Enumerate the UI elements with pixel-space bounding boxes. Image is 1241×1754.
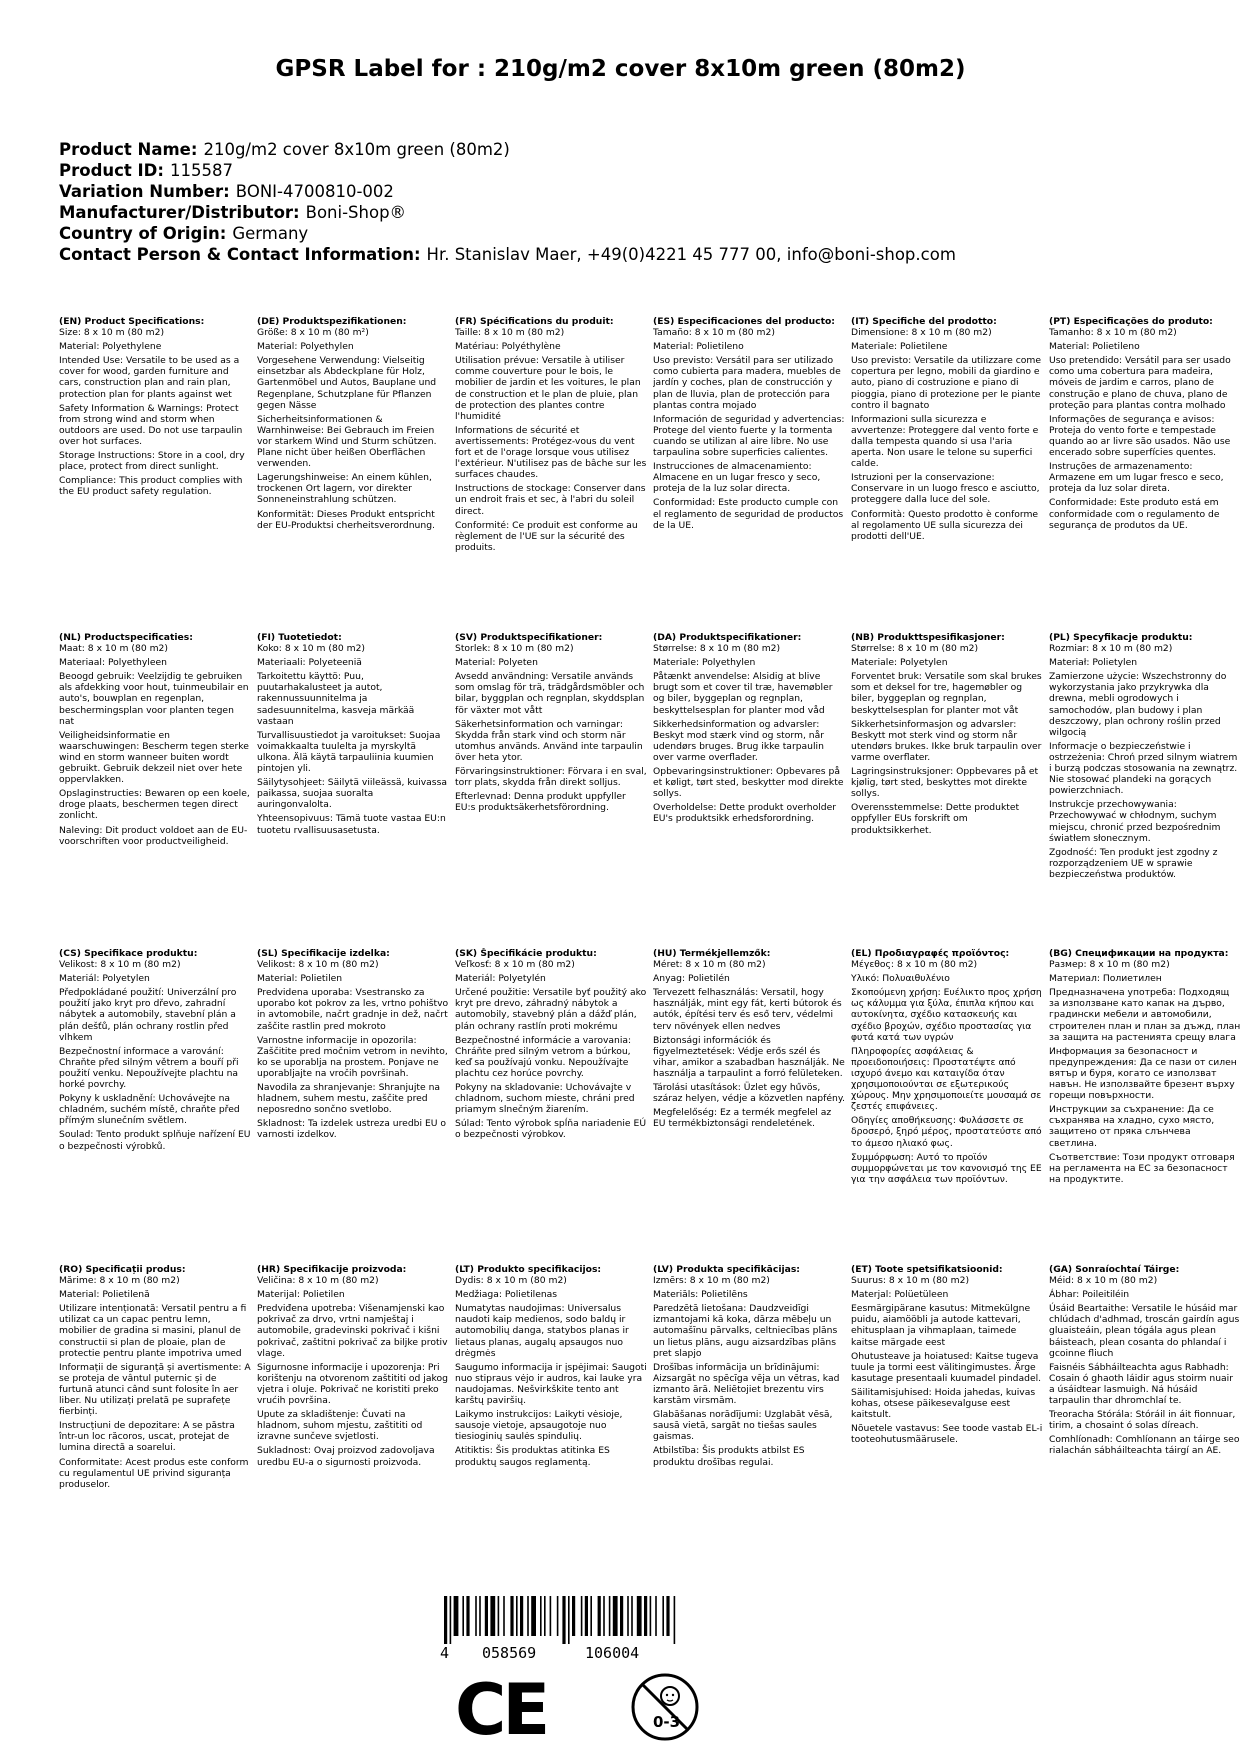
spec-size: Dimensione: 8 x 10 m (80 m2) xyxy=(851,327,992,339)
spec-paragraph: Utilisation prévue: Versatile à utiliser comme couverture pour le bois, le mobilier de jardin et les voitures, le plan de construction et le plan de pluie, plan de protection des plantes contre l'humidité xyxy=(455,355,641,422)
spec-paragraph: Material: Polietilenă xyxy=(59,1289,150,1301)
spec-size: Größe: 8 x 10 m (80 m²) xyxy=(257,327,369,339)
spec-paragraph: Instrucciones de almacenamiento: Almacene en un lugar fresco y seco, proteja de la luz solar directa. xyxy=(653,461,821,495)
info-value: Hr. Stanislav Maer, +49(0)4221 45 777 00, info@boni-shop.com xyxy=(426,245,956,264)
country-row xyxy=(59,223,956,244)
barcode-bar xyxy=(568,1596,570,1644)
barcode-bar xyxy=(498,1596,500,1636)
spec-paragraph: Varnostne informacije in opozorila: Zaščitite pred močnim vetrom in nevihto, ko se uporablja na prostem. Ponjave ne uporabljajte na vročih površinah. xyxy=(257,1034,448,1079)
spec-first-line xyxy=(653,1264,845,1286)
barcode-bar xyxy=(644,1596,647,1636)
spec-paragraph: Informações de segurança e avisos: Proteja do vento forte e tempestade quando ao ar livre são usados. Não use encerado sobre superfícies quentes. xyxy=(1049,413,1231,459)
spec-heading: (BG) Спецификации на продукта: xyxy=(1049,948,1229,959)
info-key: Variation Number: xyxy=(59,182,230,201)
spec-paragraph: Medžiaga: Polietilenas xyxy=(455,1289,558,1301)
spec-paragraph: Informazioni sulla sicurezza e avvertenze: Proteggere dal vento forte e dalla tempesta quando si usa l'aria aperta. Non usare le telone su superfici calde. xyxy=(851,413,1039,470)
barcode-bar xyxy=(637,1596,642,1636)
barcode-digit-first: 4 xyxy=(440,1644,450,1662)
spec-size: Storlek: 8 x 10 m (80 m2) xyxy=(455,643,574,655)
spec-paragraph: Predvidena uporaba: Vsestransko za uporabo kot pokrov za les, vrtno pohištvo in avtomobile, načrt gradnje in dež, načrt zaščite rastlin pred mokroto xyxy=(257,987,449,1032)
spec-paragraph: Sukladnost: Ovaj proizvod zadovoljava uredbu EU-a o sigurnosti proizvoda. xyxy=(257,1445,435,1468)
barcode-bar xyxy=(603,1596,605,1636)
spec-paragraph: Säkerhetsinformation och varningar: Skydda från stark vind och storm när utomhus används. Använd inte tarpaulin över heta ytor. xyxy=(455,718,643,763)
spec-paragraph: Matériau: Polyéthylène xyxy=(455,341,561,353)
spec-paragraph: Instrucțiuni de depozitare: A se păstra într-un loc răcoros, uscat, protejat de lumina directă a soarelui. xyxy=(59,1420,235,1454)
spec-paragraph: Uso previsto: Versátil para ser utilizado como cubierta para madera, muebles de jardín y coches, plan de construcción y plan de lluvia, plan de protección para plantas contra mojado xyxy=(653,355,841,411)
spec-cell xyxy=(653,632,851,948)
spec-first-line xyxy=(653,632,845,654)
spec-paragraph: Υλικό: Πολυαιθυλένιο xyxy=(851,973,950,985)
spec-paragraph: Πληροφορίες ασφάλειας & προειδοποιήσεις: Προστατέψτε από ισχυρό άνεμο και καταιγίδα όταν χρησιμοποιούνται σε εξωτερικούς χώρους. Μην χρησιμοποιείτε μουσαμά σε ζεστές επιφάνειες. xyxy=(851,1045,1042,1113)
spec-paragraph: Material: Polyethylene xyxy=(59,341,162,353)
spec-paragraph: Materiāls: Polietilēns xyxy=(653,1289,748,1301)
barcode xyxy=(440,1596,750,1644)
spec-heading: (IT) Specifiche del prodotto: xyxy=(851,316,997,327)
spec-cell xyxy=(851,316,1049,632)
barcode-bar xyxy=(531,1596,536,1636)
spec-paragraph: Efterlevnad: Denna produkt uppfyller EU:s produktsäkerhetsförordning. xyxy=(455,791,626,814)
spec-paragraph: Conformidad: Este producto cumple con el reglamento de seguridad de productos de la UE. xyxy=(653,497,844,531)
spec-paragraph: Opbevaringsinstruktioner: Opbevares på et køligt, tørt sted, beskytter mod direkte sollys. xyxy=(653,766,844,800)
spec-heading: (SV) Produktspecifikationer: xyxy=(455,632,603,643)
manufacturer-row xyxy=(59,202,956,223)
spec-paragraph: Utilizare intenționată: Versatil pentru a fi utilizat ca un capac pentru lemn, mobilier de gradina si masini, planul de constructii si plan de ploaie, plan de protectie pentru plante impotriva umed xyxy=(59,1303,247,1359)
barcode-bar xyxy=(674,1596,676,1644)
spec-paragraph: Drošības informācija un brīdinājumi: Aizsargāt no spēcīga vēja un vētras, kad izmanto ārā. Neliētojiet brezentu virs karstām virsmām. xyxy=(653,1361,840,1407)
barcode-bar xyxy=(516,1596,518,1636)
spec-paragraph: Σκοπούμενη χρήση: Ευέλικτο προς χρήση ως κάλυμμα για ξύλα, έπιπλα κήπου και αυτοκίνητα, σχέδιο κατασκευής και σχέδιο βροχών, σχέδιο προστασίας για φυτά κατά των υγρών xyxy=(851,987,1042,1043)
barcode-bar xyxy=(627,1596,629,1636)
spec-paragraph: Storage Instructions: Store in a cool, dry place, protect from direct sunlight. xyxy=(59,450,245,473)
spec-paragraph: Zamierzone użycie: Wszechstronny do wykorzystania jako przykrywka dla drewna, mebli ogrodowych i samochodów, plan budowy i plan deszczowy, plan ochrony roślin przed wilgocią xyxy=(1049,671,1227,738)
spec-heading: (RO) Specificații produs: xyxy=(59,1264,186,1275)
barcode-bar xyxy=(490,1596,495,1636)
product-info xyxy=(59,139,956,265)
spec-paragraph: Instruções de armazenamento: Armazene em um lugar fresco e seco, proteja da luz solar direta. xyxy=(1049,461,1224,495)
spec-paragraph: Opslaginstructies: Bewaren op een koele, droge plaats, beschermen tegen direct zonlicht. xyxy=(59,788,250,822)
barcode-bar xyxy=(631,1596,633,1636)
spec-heading: (LV) Produkta specifikācijas: xyxy=(653,1264,800,1275)
spec-first-line xyxy=(59,632,251,654)
spec-paragraph: Ohutusteave ja hoiatused: Kaitse tugeva tuule ja tormi eest välitingimustes. Ärge kasutage presentaali kuumadel pindadel. xyxy=(851,1350,1042,1384)
spec-paragraph: Materiaal: Polyethyleen xyxy=(59,657,167,669)
spec-paragraph: Съответствие: Този продукт отговаря на регламента на ЕС за безопасност на продуктите. xyxy=(1049,1151,1235,1185)
spec-size: Størrelse: 8 x 10 m (80 m2) xyxy=(851,643,979,655)
barcode-digits-right: 106004 xyxy=(585,1644,640,1662)
barcode-bar xyxy=(485,1596,488,1636)
spec-cell xyxy=(455,948,653,1264)
spec-size: Méret: 8 x 10 m (80 m2) xyxy=(653,959,766,971)
spec-paragraph: Veiligheidsinformatie en waarschuwingen: Bescherm tegen sterke wind en storm wanneer buiten wordt gebruikt. Gebruik dekzeil niet over hete oppervlakken. xyxy=(59,729,249,786)
spec-paragraph: Materiale: Polyethylen xyxy=(653,657,756,669)
barcode-bar xyxy=(503,1596,505,1636)
spec-heading: (NB) Produkttspesifikasjoner: xyxy=(851,632,1005,643)
ce-mark: CE xyxy=(455,1669,547,1751)
spec-paragraph: Zgodność: Ten produkt jest zgodny z rozporządzeniem UE w sprawie bezpieczeństwa produktów. xyxy=(1049,846,1218,880)
product-id-row xyxy=(59,160,956,181)
spec-heading: (FI) Tuotetiedot: xyxy=(257,632,342,643)
spec-cell xyxy=(257,948,455,1264)
spec-first-line xyxy=(455,1264,647,1286)
spec-paragraph: Material: Polietileno xyxy=(1049,341,1140,353)
spec-heading: (EN) Product Specifications: xyxy=(59,316,205,327)
spec-first-line xyxy=(1049,632,1241,654)
barcode-bar xyxy=(510,1596,513,1636)
spec-size: Koko: 8 x 10 m (80 m2) xyxy=(257,643,365,655)
spec-heading: (SL) Specifikacije izdelka: xyxy=(257,948,390,959)
spec-paragraph: Vorgesehene Verwendung: Vielseitig einsetzbar als Abdeckplane für Holz, Gartenmöbel und Autos, Bauplane und Regenplane, Schutzplane für Pflanzen gegen Nässe xyxy=(257,355,437,411)
spec-size: Размер: 8 x 10 m (80 m2) xyxy=(1049,959,1170,971)
spec-paragraph: Saugumo informacija ir įspėjimai: Saugoti nuo stipraus vėjo ir audros, kai lauke yra naudojamas. Nešvirkškite tento ant karštų paviršių. xyxy=(455,1361,647,1407)
barcode-bar xyxy=(450,1596,452,1644)
barcode-bar xyxy=(655,1596,657,1636)
spec-size: Veľkosť: 8 x 10 m (80 m2) xyxy=(455,959,575,971)
spec-paragraph: Materjal: Polüetüleen xyxy=(851,1289,949,1301)
spec-paragraph: Yhteensopivuus: Tämä tuote vastaa EU:n tuotetu rvallisuusasetusta. xyxy=(257,813,446,836)
spec-paragraph: Upute za skladištenje: Čuvati na hladnom, suhom mjestu, zaštititi od izravne sunčeve svjetlosti. xyxy=(257,1409,423,1443)
spec-size: Velikost: 8 x 10 m (80 m2) xyxy=(59,959,181,971)
spec-first-line xyxy=(59,316,251,338)
info-value: Germany xyxy=(232,224,309,243)
ce-mark-logo xyxy=(455,1669,547,1751)
spec-paragraph: Overensstemmelse: Dette produktet oppfyller EUs forskrift om produktsikkerhet. xyxy=(851,802,1020,836)
spec-cell xyxy=(59,632,257,948)
spec-paragraph: Ábhar: Poileitiléin xyxy=(1049,1289,1130,1301)
spec-paragraph: Turvallisuustiedot ja varoitukset: Suojaa voimakkaalta tuulelta ja myrskyltä ulkona. Älä käytä tarpauliinia kuumien pintojen yli. xyxy=(257,729,441,775)
spec-paragraph: Treoracha Stórála: Stóráil in áit fionnuar, tirim, a chosaint ó solas díreach. xyxy=(1049,1409,1236,1432)
spec-paragraph: Materiál: Polyetylén xyxy=(455,973,546,985)
spec-first-line xyxy=(851,1264,1043,1286)
spec-first-line xyxy=(257,1264,449,1286)
spec-paragraph: Atitiktis: Šis produktas atitinka ES produktų saugos reglamentą. xyxy=(455,1445,610,1468)
spec-cell xyxy=(653,948,851,1264)
spec-paragraph: Eesmärgipärane kasutus: Mitmekülgne puidu, aiamööbli ja autode kattevari, ehitusplaan ja vihmaplaan, taimede kaitse märgade eest xyxy=(851,1303,1031,1348)
spec-first-line xyxy=(851,316,1043,338)
product-name-row xyxy=(59,139,956,160)
spec-paragraph: Materiale: Polietilene xyxy=(851,341,948,353)
spec-size: Méid: 8 x 10 m (80 m2) xyxy=(1049,1275,1158,1287)
spec-size: Size: 8 x 10 m (80 m2) xyxy=(59,327,165,339)
spec-first-line xyxy=(455,316,647,338)
barcode-bar xyxy=(585,1596,588,1636)
barcode-digits-left: 058569 xyxy=(482,1644,537,1662)
info-value: 115587 xyxy=(169,161,233,180)
spec-paragraph: Pokyny k uskladnění: Uchovávejte na chladném, suchém místě, chraňte před přímým slunečním světlem. xyxy=(59,1093,240,1127)
spec-size: Størrelse: 8 x 10 m (80 m2) xyxy=(653,643,781,655)
spec-cell xyxy=(1049,948,1241,1264)
spec-paragraph: Συμμόρφωση: Αυτό το προϊόν συμμορφώνεται με τον κανονισμό της ΕΕ για την ασφάλεια των προϊόντων. xyxy=(851,1151,1042,1185)
spec-heading: (PL) Specyfikacje produktu: xyxy=(1049,632,1193,643)
spec-first-line xyxy=(59,1264,251,1286)
spec-paragraph: Biztonsági információk és figyelmeztetések: Védje erős szél és vihar, amikor a szabadban használják. Ne használja a tarpaulint a forró felületeken. xyxy=(653,1034,845,1079)
spec-paragraph: Bezpečnostné informácie a varovania: Chráňte pred silným vetrom a búrkou, keď sa používajú vonku. Nepoužívajte plachtu cez horúce povrchy. xyxy=(455,1034,632,1079)
spec-paragraph: Paredzētā lietošana: Daudzveidīgi izmantojami kā koka, dārza mēbeļu un automašīnu pārvalks, celtniecības plāns un lietus plāns, augu aizsardzības plāns pret slapjo xyxy=(653,1303,838,1359)
spec-paragraph: Konformität: Dieses Produkt entspricht der EU-Produktsi cherheitsverordnung. xyxy=(257,508,435,531)
spec-cell xyxy=(1049,632,1241,948)
spec-size: Taille: 8 x 10 m (80 m2) xyxy=(455,327,565,339)
spec-paragraph: Uso pretendido: Versátil para ser usado como uma cobertura para madeira, móveis de jardim e carros, plano de construção e plano de chuva, plano de proteção para plantas contra molhado xyxy=(1049,355,1231,411)
barcode-bar xyxy=(527,1596,529,1636)
spec-cell xyxy=(455,1264,653,1544)
spec-paragraph: Beoogd gebruik: Veelzijdig te gebruiken als afdekking voor hout, tuinmeubilair en auto's, bouwplan en regenplan, beschermingsplan voor planten tegen nat xyxy=(59,671,249,727)
spec-heading: (LT) Produkto specifikacijos: xyxy=(455,1264,602,1275)
spec-paragraph: Conformidade: Este produto está em conformidade com o regulamento de segurança de produtos da UE. xyxy=(1049,497,1220,531)
spec-heading: (FR) Spécifications du produit: xyxy=(455,316,614,327)
spec-cell xyxy=(257,632,455,948)
spec-first-line xyxy=(257,316,449,338)
spec-heading: (CS) Specifikace produktu: xyxy=(59,948,198,959)
spec-paragraph: Materijal: Polietilen xyxy=(257,1289,345,1301)
spec-paragraph: Materiaali: Polyeteeniä xyxy=(257,657,362,669)
spec-paragraph: Lagerungshinweise: An einem kühlen, trockenen Ort lagern, vor direkter Sonneneinstrahlung schützen. xyxy=(257,472,432,506)
spec-paragraph: Nõuetele vastavus: See toode vastab EL-i tooteohutusmäärusele. xyxy=(851,1423,1043,1446)
info-key: Product ID: xyxy=(59,161,164,180)
spec-cell xyxy=(257,316,455,632)
spec-paragraph: Sicherheitsinformationen & Warnhinweise: Bei Gebrauch im Freien vor starkem Wind und Sturm schützen. Plane nicht über heißen Oberflächen verwenden. xyxy=(257,413,437,470)
spec-heading: (EL) Προδιαγραφές προϊόντος: xyxy=(851,948,1010,959)
spec-cell xyxy=(1049,316,1241,632)
spec-heading: (ES) Especificaciones del producto: xyxy=(653,316,835,327)
info-key: Manufacturer/Distributor: xyxy=(59,203,300,222)
spec-paragraph: Säilitamisjuhised: Hoida jahedas, kuivas kohas, otsese päikesevalguse eest kaitstult. xyxy=(851,1386,1036,1421)
spec-paragraph: Megfelelőség: Ez a termék megfelel az EU termékbiztonsági rendeletének. xyxy=(653,1107,832,1130)
spec-size: Rozmiar: 8 x 10 m (80 m2) xyxy=(1049,643,1173,655)
spec-paragraph: Instructions de stockage: Conserver dans un endroit frais et sec, à l'abri du soleil direct. xyxy=(455,483,646,517)
spec-cell xyxy=(257,1264,455,1544)
spec-paragraph: Sigurnosne informacije i upozorenja: Pri korištenju na otvorenom zaštititi od jakog vjetra i oluje. Pokrivač ne koristiti preko vrućih površina. xyxy=(257,1361,448,1407)
spec-paragraph: Предназначена употреба: Подходящ за използване като капак на дърво, градински мебели и автомобили, строителен план и план за дъжд, план за защита на растенията срещу влага xyxy=(1049,987,1241,1043)
spec-size: Μέγεθος: 8 x 10 m (80 m2) xyxy=(851,959,978,971)
spec-paragraph: Sikkerhetsinformasjon og advarsler: Beskytt mot sterk vind og storm når utendørs brukes. Ikke bruk tarpaulin over varme overflater. xyxy=(851,718,1042,763)
spec-paragraph: Lagringsinstruksjoner: Oppbevares på et kjølig, tørt sted, beskyttes mot direkte sollys. xyxy=(851,766,1039,800)
spec-paragraph: Navodila za shranjevanje: Shranjujte na hladnem, suhem mestu, zaščite pred neposredno sončno svetlobo. xyxy=(257,1082,441,1116)
spec-paragraph: Numatytas naudojimas: Universalus naudoti kaip medienos, sodo baldų ir automobilių danga, statybos planas ir lietaus planas, augalų apsaugos nuo drėgmės xyxy=(455,1303,629,1359)
barcode-bar xyxy=(562,1596,565,1644)
spec-paragraph: Материал: Полиетилен xyxy=(1049,973,1162,985)
spec-cell xyxy=(851,1264,1049,1544)
spec-paragraph: Informacje o bezpieczeństwie i ostrzeżenia: Chroń przed silnym wiatrem i burzą podczas stosowania na zewnątrz. Nie stosować plandeki na gorących powierzchniach. xyxy=(1049,740,1238,797)
spec-size: Dydis: 8 x 10 m (80 m2) xyxy=(455,1275,567,1287)
spec-size: Suurus: 8 x 10 m (80 m2) xyxy=(851,1275,970,1287)
age-warning-icon xyxy=(630,1672,700,1746)
spec-paragraph: Инструкции за съхранение: Да се съхранява на хладно, сухо място, защитено от пряка слънчева светлина. xyxy=(1049,1104,1215,1149)
spec-cell xyxy=(653,316,851,632)
spec-paragraph: Säilytysohjeet: Säilytä viileässä, kuivassa paikassa, suojaa suoralta auringonvalolta. xyxy=(257,777,448,811)
spec-paragraph: Conformità: Questo prodotto è conforme al regolamento UE sulla sicurezza dei prodotti dell'UE. xyxy=(851,508,1039,542)
info-key: Product Name: xyxy=(59,140,198,159)
spec-heading: (PT) Especificações do produto: xyxy=(1049,316,1213,327)
spec-paragraph: Instrukcje przechowywania: Przechowywać w chłodnym, suchym miejscu, chronić przed bezpośrednim światłem słonecznym. xyxy=(1049,799,1221,844)
spec-heading: (SK) Špecifikácie produktu: xyxy=(455,948,597,959)
spec-first-line xyxy=(257,948,449,970)
spec-paragraph: Material: Polyeten xyxy=(455,657,538,669)
barcode-bar xyxy=(620,1596,623,1636)
spec-paragraph: Súlad: Tento výrobok spĺňa nariadenie EÚ o bezpečnosti výrobkov. xyxy=(455,1118,647,1141)
spec-paragraph: Bezpečnostní informace a varování: Chraňte před silným větrem a bouří při použití venku. Nepoužívejte plachtu na horké povrchy. xyxy=(59,1045,239,1091)
spec-grid xyxy=(59,316,1239,1541)
spec-paragraph: Material: Polyethylen xyxy=(257,341,354,353)
spec-paragraph: Uso previsto: Versatile da utilizzare come copertura per legno, mobili da giardino e auto, piano di costruzione e piano di pioggia, piano di protezione per le piante contro il bagnato xyxy=(851,355,1041,411)
spec-paragraph: Avsedd användning: Versatile används som omslag för trä, trädgårdsmöbler och bilar, byggplan och regnplan, skyddsplan för växter mot vått xyxy=(455,671,645,716)
spec-first-line xyxy=(851,632,1043,654)
spec-size: Maat: 8 x 10 m (80 m2) xyxy=(59,643,168,655)
spec-paragraph: Material: Polietileno xyxy=(653,341,744,353)
spec-paragraph: Tárolási utasítások: Üzlet egy hűvös, száraz helyen, védje a közvetlen napfény. xyxy=(653,1082,845,1105)
spec-paragraph: Conformité: Ce produit est conforme au règlement de l'UE sur la sécurité des produits. xyxy=(455,519,638,553)
spec-size: Mărime: 8 x 10 m (80 m2) xyxy=(59,1275,180,1287)
spec-cell xyxy=(455,632,653,948)
spec-paragraph: Forventet bruk: Versatile som skal brukes som et deksel for tre, hagemøbler og biler, byggeplan og regnplan, beskyttelsesplan for planter mot våt xyxy=(851,671,1042,716)
spec-paragraph: Tarkoitettu käyttö: Puu, puutarhakalusteet ja autot, rakennussuunnitelma ja sadesuunnitelma, kasveja märkää vastaan xyxy=(257,671,415,727)
info-value: 210g/m2 cover 8x10m green (80m2) xyxy=(203,140,510,159)
spec-paragraph: Anyag: Polietilén xyxy=(653,973,730,985)
spec-first-line xyxy=(1049,316,1241,338)
spec-paragraph: Overholdelse: Dette produkt overholder EU's produktsikk erhedsforordning. xyxy=(653,802,837,825)
spec-cell xyxy=(455,316,653,632)
variation-number-row xyxy=(59,181,956,202)
spec-cell xyxy=(851,948,1049,1264)
barcode-bar xyxy=(462,1596,464,1636)
spec-paragraph: Informații de siguranță și avertismente: A se proteja de vântul puternic și de furtună atunci când sunt folosite în aer liber. Nu utilizați prelată pe suprafețe fierbinți. xyxy=(59,1361,251,1418)
spec-paragraph: Safety Information & Warnings: Protect from strong wind and storm when outdoors are used. Do not use tarpaulin over hot surfaces. xyxy=(59,402,243,447)
spec-paragraph: Předpokládané použití: Univerzální pro použití jako kryt pro dřevo, zahradní nábytek a automobily, stavební plán a plán dešťů, plán ochrany rostlin před vlhkem xyxy=(59,987,237,1043)
spec-paragraph: Sikkerhedsinformation og advarsler: Beskyt mod stærk vind og storm, når udendørs bruges. Brug ikke tarpaulin over varme overflader. xyxy=(653,718,825,763)
spec-paragraph: Compliance: This product complies with the EU product safety regulation. xyxy=(59,475,243,498)
spec-paragraph: Faisnéis Sábháilteachta agus Rabhadh: Cosain ó ghaoth láidir agus stoirm nuair a úsáidtear lasmuigh. Ná húsáid tarpaulin thar dhromchlaí te. xyxy=(1049,1361,1234,1407)
spec-size: Izmērs: 8 x 10 m (80 m2) xyxy=(653,1275,770,1287)
spec-paragraph: Materiale: Polyetylen xyxy=(851,657,948,669)
spec-cell xyxy=(653,1264,851,1544)
spec-size: Tamanho: 8 x 10 m (80 m2) xyxy=(1049,327,1177,339)
spec-first-line xyxy=(1049,1264,1241,1286)
spec-first-line xyxy=(653,316,845,338)
spec-paragraph: Conformitate: Acest produs este conform cu regulamentul UE privind siguranța produselor. xyxy=(59,1456,249,1490)
barcode-bar xyxy=(454,1596,459,1636)
spec-first-line xyxy=(851,948,1043,970)
spec-heading: (DE) Produktspezifikationen: xyxy=(257,316,407,327)
spec-first-line xyxy=(257,632,449,654)
barcode-bar xyxy=(572,1596,575,1636)
spec-heading: (DA) Produktspecifikationer: xyxy=(653,632,802,643)
spec-heading: (HU) Termékjellemzők: xyxy=(653,948,771,959)
barcode-bar xyxy=(557,1596,559,1636)
spec-cell xyxy=(59,1264,257,1544)
barcode-bar xyxy=(609,1596,611,1636)
barcode-bar xyxy=(598,1596,601,1636)
barcode-bar xyxy=(520,1596,523,1636)
spec-paragraph: Informations de sécurité et avertissements: Protégez-vous du vent fort et de l'orage lorsque vous utilisez l'extérieur. N'utilisez pas de bâche sur les surfaces chaudes. xyxy=(455,424,647,481)
spec-paragraph: Información de seguridad y advertencias: Protege del viento fuerte y la tormenta cuando se utilizan al aire libre. No use tarpaulina sobre superficies calientes. xyxy=(653,413,845,459)
spec-cell xyxy=(1049,1264,1241,1544)
spec-size: Velikost: 8 x 10 m (80 m2) xyxy=(257,959,379,971)
spec-paragraph: Påtænkt anvendelse: Alsidig at blive brugt som et cover til træ, havemøbler og biler, byggeplan og regnplan, beskyttelsesplan for planter mod våd xyxy=(653,671,833,716)
spec-heading: (ET) Toote spetsifikatsioonid: xyxy=(851,1264,1003,1275)
spec-paragraph: Material: Polietilen xyxy=(257,973,343,985)
age-warning-label: 0-3 xyxy=(653,1713,681,1731)
barcode-bar xyxy=(444,1596,447,1644)
barcode-bar xyxy=(581,1596,583,1636)
spec-paragraph: Naleving: Dit product voldoet aan de EU-voorschriften voor productveiligheid. xyxy=(59,824,248,847)
spec-paragraph: Pokyny na skladovanie: Uchovávajte v chladnom, suchom mieste, chráni pred priamym slnečným žiarením. xyxy=(455,1082,635,1116)
spec-cell xyxy=(59,316,257,632)
spec-paragraph: Materiał: Polietylen xyxy=(1049,657,1138,669)
spec-paragraph: Comhlíonadh: Comhlíonann an táirge seo rialachán sábháilteachta táirgí an AE. xyxy=(1049,1434,1240,1457)
spec-first-line xyxy=(455,632,647,654)
barcode-bar xyxy=(466,1596,469,1636)
spec-paragraph: Οδηγίες αποθήκευσης: Φυλάσσετε σε δροσερό, ξηρό μέρος, προστατεύστε από το άμεσο ηλιακό φως. xyxy=(851,1115,1042,1149)
spec-paragraph: Predviđena upotreba: Višenamjenski kao pokrivač za drvo, vrtni namještaj i automobile, gradevinski pokrivač i kišni pokrivač, zaštitni pokrivač za biljke protiv vlage. xyxy=(257,1303,448,1359)
page-title: GPSR Label for : 210g/m2 cover 8x10m green (80m2) xyxy=(275,56,966,82)
spec-size: Veličina: 8 x 10 m (80 m2) xyxy=(257,1275,379,1287)
spec-first-line xyxy=(653,948,845,970)
barcode-bar xyxy=(613,1596,618,1636)
spec-paragraph: Istruzioni per la conservazione: Conservare in un luogo fresco e asciutto, proteggere dalla luce del sole. xyxy=(851,472,1040,506)
spec-paragraph: Určené použitie: Versatile byť použitý ako kryt pre drevo, záhradný nábytok a automobily, stavebný plán a dážď plán, plán ochrany rastlín proti mokrému xyxy=(455,987,647,1032)
spec-paragraph: Materiál: Polyetylen xyxy=(59,973,150,985)
barcode-bar xyxy=(666,1596,669,1636)
barcode-bar xyxy=(590,1596,592,1636)
barcode-bar xyxy=(544,1596,546,1636)
spec-paragraph: Úsáid Beartaithe: Versatile le húsáid mar chlúdach d'adhmad, troscán gairdín agus gluaisteáin, plean tógála agus plean báisteach, plean cosanta do phlandaí i gcoinne fliuch xyxy=(1049,1303,1240,1359)
spec-paragraph: Intended Use: Versatile to be used as a cover for wood, garden furniture and cars, construction plan and rain plan, protection plan for plants against wet xyxy=(59,355,240,400)
barcode-bar xyxy=(550,1596,552,1636)
spec-paragraph: Tervezett felhasználás: Versatil, hogy használják, mint egy fát, kerti bútorok és autók, építési terv és eső terv, védelmi terv növények ellen nedves xyxy=(653,987,842,1032)
contact-row xyxy=(59,244,956,265)
spec-cell xyxy=(851,632,1049,948)
spec-paragraph: Glabāšanas norādījumi: Uzglabāt vēsā, sausā vietā, sargāt no tiešas saules gaismas. xyxy=(653,1409,833,1443)
spec-first-line xyxy=(59,948,251,970)
spec-heading: (NL) Productspecificaties: xyxy=(59,632,193,643)
spec-cell xyxy=(59,948,257,1264)
spec-paragraph: Laikymo instrukcijos: Laikyti vėsioje, sausoje vietoje, apsaugotoje nuo tiesioginių saulės spindulių. xyxy=(455,1409,623,1443)
info-value: Boni-Shop® xyxy=(305,203,407,222)
spec-paragraph: Atbilstība: Šis produkts atbilst ES produktu drošības regulai. xyxy=(653,1445,805,1468)
spec-heading: (HR) Specifikacije proizvoda: xyxy=(257,1264,407,1275)
barcode-bar xyxy=(475,1596,477,1636)
info-value: BONI-4700810-002 xyxy=(235,182,394,201)
info-key: Country of Origin: xyxy=(59,224,227,243)
spec-paragraph: Förvaringsinstruktioner: Förvara i en sval, torr plats, skydda från direkt solljus. xyxy=(455,766,647,789)
spec-heading: (GA) Sonraíochtaí Táirge: xyxy=(1049,1264,1180,1275)
spec-paragraph: Soulad: Tento produkt splňuje nařízení EU o bezpečnosti výrobků. xyxy=(59,1129,251,1152)
barcode-bar xyxy=(540,1596,542,1636)
spec-first-line xyxy=(455,948,647,970)
spec-size: Tamaño: 8 x 10 m (80 m2) xyxy=(653,327,775,339)
barcode-bar xyxy=(479,1596,481,1636)
barcode-bar xyxy=(662,1596,664,1636)
barcode-bars xyxy=(440,1596,750,1644)
spec-paragraph: Skladnost: Ta izdelek ustreza uredbi EU o varnosti izdelkov. xyxy=(257,1118,447,1141)
barcode-bar xyxy=(650,1596,652,1636)
spec-first-line xyxy=(1049,948,1241,970)
info-key: Contact Person & Contact Information: xyxy=(59,245,421,264)
spec-paragraph: Информация за безопасност и предупреждения: Да се пази от силен вятър и буря, когато се използват навън. Не използвайте брезент върху горещи повърхности. xyxy=(1049,1045,1237,1102)
